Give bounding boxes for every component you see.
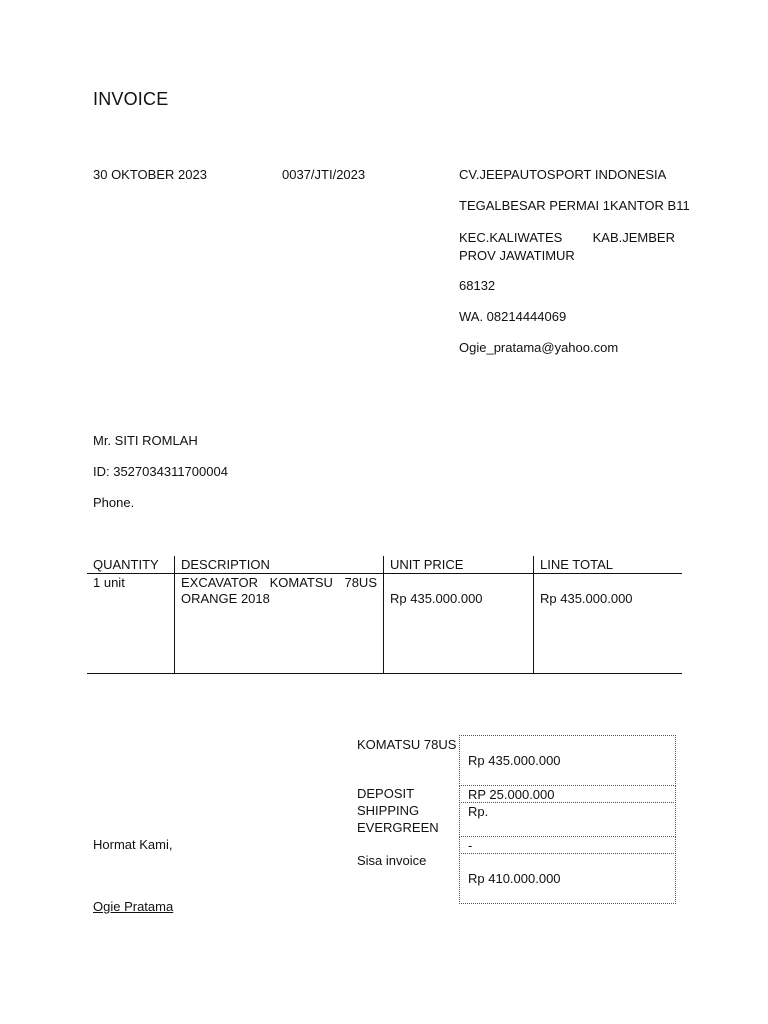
- seller-address-line-1: TEGALBESAR PERMAI 1KANTOR B11: [459, 198, 690, 213]
- summary-deposit-value: RP 25.000.000: [468, 787, 555, 802]
- summary-shipping-label: SHIPPING: [357, 803, 420, 818]
- invoice-date: 30 OKTOBER 2023: [93, 167, 207, 182]
- header-description: DESCRIPTION: [175, 556, 384, 574]
- seller-whatsapp: WA. 08214444069: [459, 309, 567, 324]
- buyer-id: ID: 3527034311700004: [93, 464, 228, 479]
- buyer-phone: Phone.: [93, 495, 135, 510]
- signature-greeting: Hormat Kami,: [93, 837, 173, 852]
- table-header-row: [87, 556, 682, 574]
- summary-deposit-label: DEPOSIT: [357, 786, 415, 801]
- header-quantity: QUANTITY: [87, 556, 175, 574]
- cell-unit-price: [384, 574, 534, 674]
- summary-evergreen-value: -: [468, 838, 473, 853]
- quantity-text: 1 unit: [93, 575, 125, 590]
- signature-name: Ogie Pratama: [93, 899, 174, 914]
- table-row: [87, 574, 682, 674]
- items-table: [87, 556, 682, 674]
- header-line-total: LINE TOTAL: [534, 556, 683, 574]
- unit-price-text: Rp 435.000.000: [390, 591, 483, 606]
- line-total-text: Rp 435.000.000: [540, 591, 633, 606]
- summary-remaining-box: [459, 853, 676, 904]
- summary-item-box: [459, 735, 676, 786]
- summary-deposit-box: [459, 785, 676, 803]
- invoice-number: 0037/JTI/2023: [282, 167, 366, 182]
- cell-description: [175, 574, 384, 674]
- buyer-name: Mr. SITI ROMLAH: [93, 433, 198, 448]
- summary-shipping-box: [459, 802, 676, 837]
- summary-evergreen-box: [459, 836, 676, 854]
- summary-remaining-value: Rp 410.000.000: [468, 871, 561, 886]
- invoice-title: INVOICE: [93, 89, 169, 109]
- summary-remaining-label: Sisa invoice: [357, 853, 427, 868]
- description-text: EXCAVATOR KOMATSU 78US ORANGE 2018: [181, 575, 377, 606]
- seller-address-line-2: KEC.KALIWATES KAB.JEMBER PROV JAWATIMUR: [459, 230, 675, 263]
- summary-shipping-value: Rp.: [468, 804, 489, 819]
- summary-item-value: Rp 435.000.000: [468, 753, 561, 768]
- summary-evergreen-label: EVERGREEN: [357, 820, 439, 835]
- header-unit-price: UNIT PRICE: [384, 556, 534, 574]
- seller-postal-code: 68132: [459, 278, 496, 293]
- cell-quantity: [87, 574, 175, 674]
- cell-line-total: [534, 574, 683, 674]
- seller-name: CV.JEEPAUTOSPORT INDONESIA: [459, 167, 667, 182]
- summary-item-label: KOMATSU 78US: [357, 737, 457, 752]
- seller-email: Ogie_pratama@yahoo.com: [459, 340, 619, 355]
